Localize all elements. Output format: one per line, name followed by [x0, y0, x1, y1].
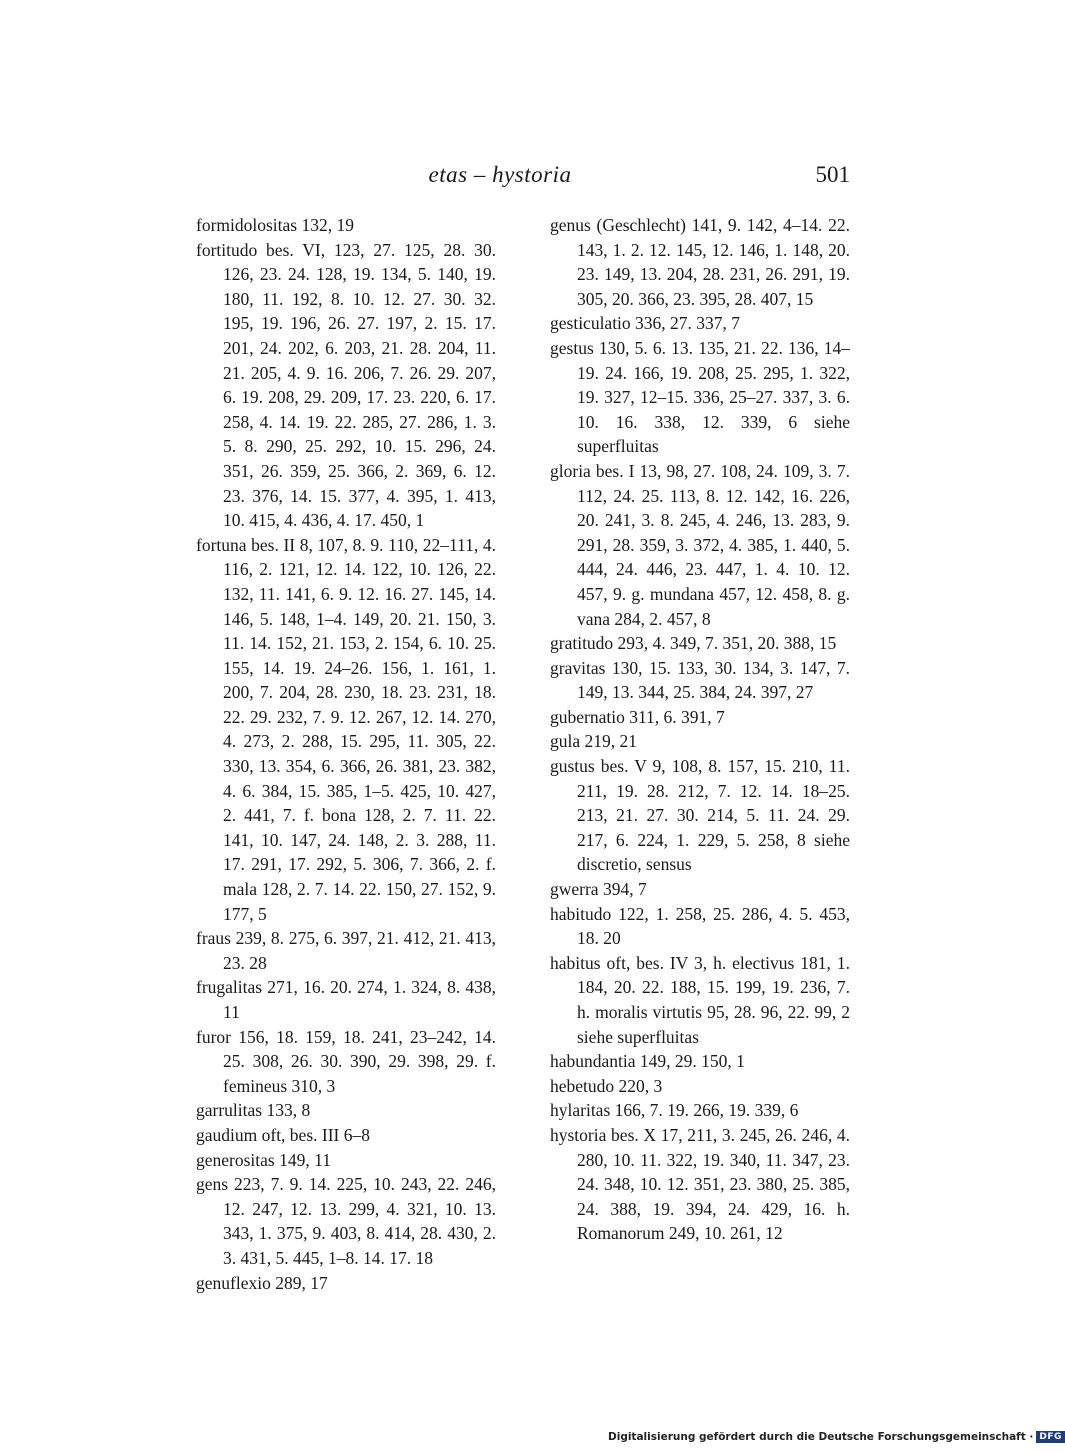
- index-entry: generositas 149, 11: [196, 1149, 331, 1170]
- index-column-left: [196, 213, 496, 1295]
- index-entry: fortitudo bes. VI, 123, 27. 125, 28. 30. 126, 23. 24. 128, 19. 134, 5. 140, 19. 180, 11. 192, 8. 10. 12. 27. 30. 32. 195, 19. 196, 26. 27. 197, 2. 15. 17. 201, 24. 202, 6. 203, 21. 28. 204, 11. 21. 205, 4. 9. 16. 206, 7. 26. 29. 207, 6. 19. 208, 29. 209, 17. 23. 220, 6. 17. 258, 4. 14. 19. 22. 285, 27. 286, 1. 3. 5. 8. 290, 25. 292, 10. 15. 296, 24. 351, 26. 359, 25. 366, 2. 369, 6. 12. 23. 376, 14. 15. 377, 4. 395, 1. 413, 10. 415, 4. 436, 4. 17. 450, 1: [196, 239, 496, 531]
- index-entry: gwerra 394, 7: [550, 879, 647, 900]
- index-entry: genuflexio 289, 17: [196, 1272, 328, 1293]
- index-entry: furor 156, 18. 159, 18. 241, 23–242, 14. 25. 308, 26. 30. 390, 29. 398, 29. f. femineus 310, 3: [196, 1026, 496, 1096]
- index-entry: fortuna bes. II 8, 107, 8. 9. 110, 22–111, 4. 116, 2. 121, 12. 14. 122, 10. 126, 22. 132, 11. 141, 6. 9. 12. 16. 27. 145, 14. 146, 5. 148, 1–4. 149, 20. 21. 150, 3. 11. 14. 152, 21. 153, 2. 154, 6. 10. 25. 155, 14. 19. 24–26. 156, 1. 161, 1. 200, 7. 204, 28. 230, 18. 23. 231, 18. 22. 29. 232, 7. 9. 12. 267, 12. 14. 270, 4. 273, 2. 288, 15. 295, 11. 305, 22. 330, 13. 354, 6. 366, 26. 381, 23. 382, 4. 6. 384, 15. 385, 1–5. 425, 10. 427, 2. 441, 7. f. bona 128, 2. 7. 11. 22. 141, 10. 147, 24. 148, 2. 3. 288, 11. 17. 291, 17. 292, 5. 306, 7. 366, 2. f. mala 128, 2. 7. 14. 22. 150, 27. 152, 9. 177, 5: [196, 534, 496, 924]
- index-entry: gravitas 130, 15. 133, 30. 134, 3. 147, 7. 149, 13. 344, 25. 384, 24. 397, 27: [550, 657, 850, 703]
- dfg-logo: DFG: [1036, 1431, 1065, 1443]
- index-entry: gestus 130, 5. 6. 13. 135, 21. 22. 136, 14–19. 24. 166, 19. 208, 25. 295, 1. 322, 19. 327, 12–15. 336, 25–27. 337, 3. 6. 10. 16. 338, 12. 339, 6 siehe superfluitas: [550, 337, 850, 457]
- index-entry: habitus oft, bes. IV 3, h. electivus 181, 1. 184, 20. 22. 188, 15. 199, 19. 236, 7. h. moralis virtutis 95, 28. 96, 22. 99, 2 siehe superfluitas: [550, 952, 850, 1047]
- page-number: 501: [815, 162, 850, 187]
- index-entry: gesticulatio 336, 27. 337, 7: [550, 313, 741, 334]
- index-entry: gloria bes. I 13, 98, 27. 108, 24. 109, 3. 7. 112, 24. 25. 113, 8. 12. 142, 16. 226, 20. 241, 3. 8. 245, 4. 246, 13. 283, 9. 291, 28. 359, 3. 372, 4. 385, 1. 440, 5. 444, 24. 446, 23. 447, 1. 4. 10. 12. 457, 9. g. mundana 457, 12. 458, 8. g. vana 284, 2. 457, 8: [550, 460, 850, 629]
- index-entry: gaudium oft, bes. III 6–8: [196, 1124, 370, 1145]
- index-entry: hystoria bes. X 17, 211, 3. 245, 26. 246, 4. 280, 10. 11. 322, 19. 340, 11. 347, 23. 24. 348, 10. 12. 351, 23. 380, 25. 385, 24. 388, 19. 394, 24. 429, 16. h. Romanorum 249, 10. 261, 12: [550, 1124, 850, 1244]
- index-entry: garrulitas 133, 8: [196, 1100, 311, 1121]
- index-entry: hebetudo 220, 3: [550, 1075, 663, 1096]
- index-entry: gustus bes. V 9, 108, 8. 157, 15. 210, 11. 211, 19. 28. 212, 7. 12. 14. 18–25. 213, 21. 27. 30. 214, 5. 11. 24. 29. 217, 6. 224, 1. 229, 5. 258, 8 siehe discretio, sensus: [550, 756, 850, 875]
- index-column-right: [550, 213, 850, 1246]
- index-entry: fraus 239, 8. 275, 6. 397, 21. 412, 21. 413, 23. 28: [196, 928, 496, 973]
- index-entry: habundantia 149, 29. 150, 1: [550, 1051, 745, 1072]
- index-entry: genus (Geschlecht) 141, 9. 142, 4–14. 22. 143, 1. 2. 12. 145, 12. 146, 1. 148, 20. 23. 149, 13. 204, 28. 231, 26. 291, 19. 305, 20. 366, 23. 395, 28. 407, 15: [550, 215, 850, 309]
- index-entry: frugalitas 271, 16. 20. 274, 1. 324, 8. 438, 11: [196, 977, 496, 1022]
- index-entry: gubernatio 311, 6. 391, 7: [550, 706, 725, 727]
- index-entry: hylaritas 166, 7. 19. 266, 19. 339, 6: [550, 1100, 799, 1121]
- running-head: etas – hystoria: [428, 162, 572, 187]
- index-entry: formidolositas 132, 19: [196, 215, 354, 235]
- digitization-credit: [608, 1431, 1065, 1443]
- index-entry: gens 223, 7. 9. 14. 225, 10. 243, 22. 246, 12. 247, 12. 13. 299, 4. 321, 10. 13. 343, 1. 375, 9. 403, 8. 414, 28. 430, 2. 3. 431, 5. 445, 1–8. 14. 17. 18: [196, 1174, 496, 1268]
- index-entry: gratitudo 293, 4. 349, 7. 351, 20. 388, 15: [550, 633, 837, 654]
- credit-text: Digitalisierung gefördert durch die Deutsche Forschungsgemeinschaft ·: [608, 1431, 1034, 1443]
- index-entry: gula 219, 21: [550, 731, 638, 752]
- index-entry: habitudo 122, 1. 258, 25. 286, 4. 5. 453, 18. 20: [550, 903, 850, 949]
